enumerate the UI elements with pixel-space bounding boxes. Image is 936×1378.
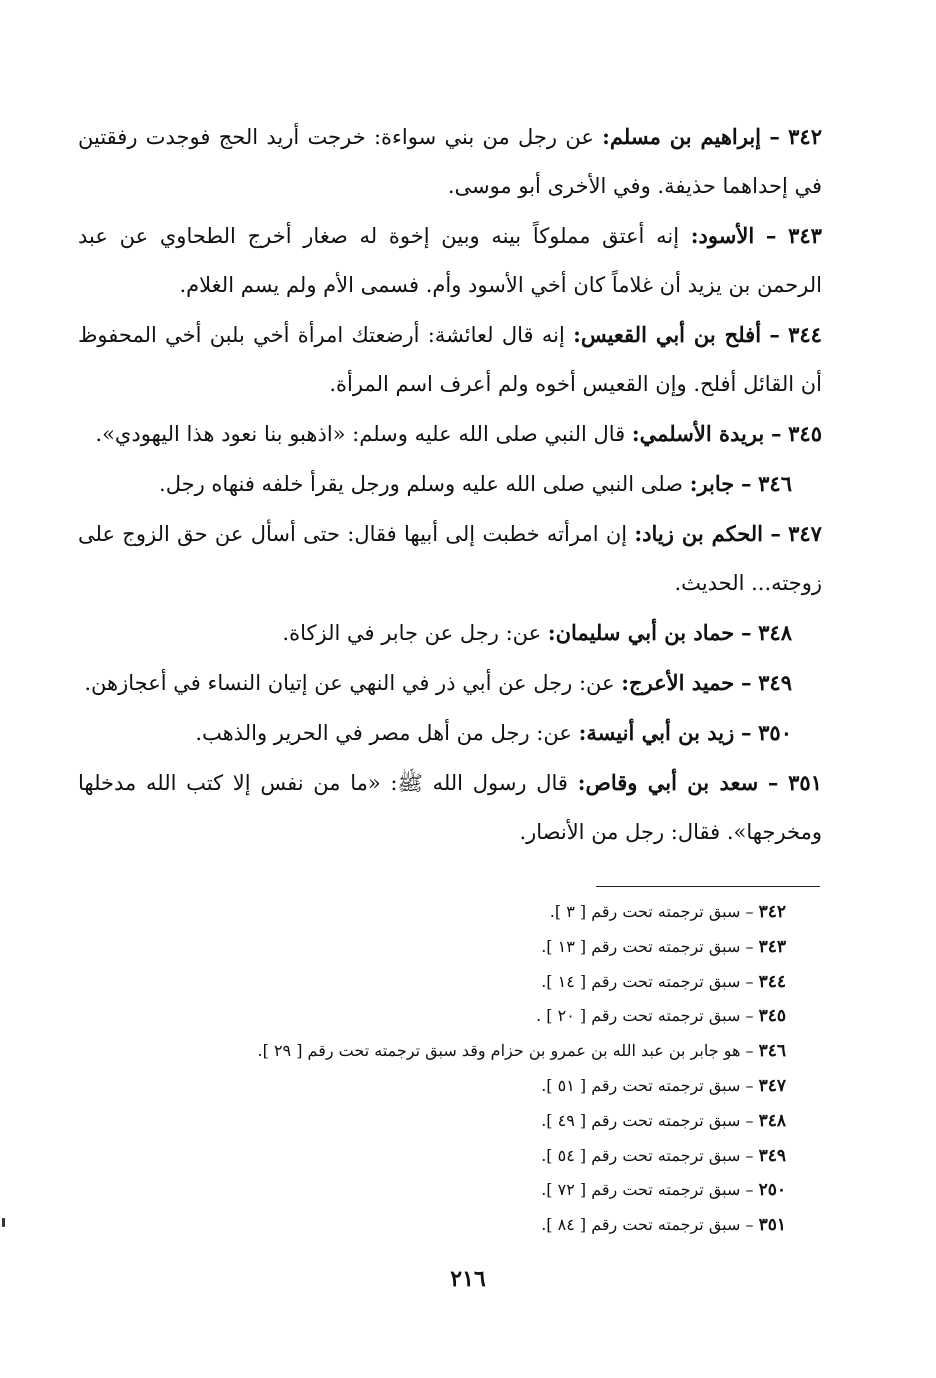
entry-dash: – <box>769 124 780 149</box>
entry-dash: – <box>740 670 752 695</box>
entry-dash: – <box>765 223 777 248</box>
footnote-number: ٣٤٤ <box>758 971 786 992</box>
entry-name: جابر: <box>689 471 735 496</box>
footnotes-list <box>86 895 786 1243</box>
entry-name: زيد بن أبي أنيسة: <box>578 720 735 745</box>
entry-number: ٣٥١ <box>788 770 822 795</box>
entry-text: عن: رجل من أهل مصر في الحرير والذهب. <box>195 721 572 745</box>
entries-list <box>78 112 822 857</box>
footnote-number: ٣٤٣ <box>758 936 786 957</box>
entry-346 <box>78 459 822 509</box>
footnote-text: – سبق ترجمته تحت رقم [ ٤٩ ]. <box>541 1110 754 1130</box>
entry-number: ٣٤٥ <box>788 421 822 446</box>
entry-text: صلى النبي صلى الله عليه وسلم ورجل يقرأ خلفه فنهاه رجل. <box>159 472 684 496</box>
entry-348 <box>78 608 822 658</box>
footnote-number: ٣٤٥ <box>758 1006 786 1027</box>
footnote-342 <box>86 895 786 930</box>
footnote-text: – سبق ترجمته تحت رقم [ ٥١ ]. <box>541 1075 754 1095</box>
footnote-text: – هو جابر بن عبد الله بن عمرو بن حزام وقد سبق ترجمته تحت رقم [ ٢٩ ]. <box>257 1041 754 1061</box>
entry-dash: – <box>740 620 752 645</box>
footnote-text: – سبق ترجمته تحت رقم [ ٨٤ ]. <box>541 1215 754 1235</box>
footnote-number: ٣٤٩ <box>758 1145 786 1166</box>
entry-dash: – <box>770 421 782 446</box>
footnote-text: – سبق ترجمته تحت رقم [ ٣ ]. <box>549 902 754 921</box>
entry-name: حماد بن أبي سليمان: <box>547 620 735 645</box>
footnote-number: ٢٥٠ <box>758 1180 786 1201</box>
entry-347 <box>78 509 822 608</box>
entry-dash: – <box>770 521 781 546</box>
entry-text: قال النبي صلى الله عليه وسلم: «اذهبو بنا نعود هذا اليهودي». <box>95 422 626 446</box>
entry-344 <box>78 310 822 409</box>
entry-name: أفلح بن أبي القعيس: <box>573 322 762 347</box>
entry-name: بريدة الأسلمي: <box>631 421 765 446</box>
entry-345 <box>78 409 822 459</box>
entry-351 <box>78 758 822 857</box>
footnote-number: ٣٤٢ <box>758 902 786 922</box>
footnote-text: – سبق ترجمته تحت رقم [ ١٣ ]. <box>541 936 754 956</box>
entry-name: الحكم بن زياد: <box>634 521 763 546</box>
footnote-text: – سبق ترجمته تحت رقم [ ٥٤ ]. <box>541 1145 754 1165</box>
footnote-text: – سبق ترجمته تحت رقم [ ٧٢ ]. <box>541 1180 754 1200</box>
footnote-349 <box>86 1139 786 1174</box>
entry-number: ٣٤٤ <box>788 322 822 347</box>
entry-number: ٣٤٧ <box>788 521 822 546</box>
entry-343 <box>78 211 822 310</box>
entry-name: سعد بن أبي وقاص: <box>577 770 759 795</box>
footnote-346 <box>86 1034 786 1069</box>
entry-349 <box>78 658 822 708</box>
footnote-351 <box>86 1208 786 1243</box>
footnote-number: ٣٤٨ <box>758 1110 786 1131</box>
entry-number: ٣٤٨ <box>758 620 792 645</box>
entry-text: عن: رجل عن جابر في الزكاة. <box>282 621 542 645</box>
entry-dash: – <box>769 322 780 347</box>
entry-dash: – <box>767 770 779 795</box>
entry-350 <box>78 708 822 758</box>
footnote-divider <box>596 886 820 887</box>
entry-number: ٣٥٠ <box>758 720 792 745</box>
footnote-347 <box>86 1069 786 1104</box>
entry-text: عن رجل من بني سواءة: خرجت أريد الحج فوجدت رفقتين في إحداهما حذيفة. وفي الأخرى أبو موسى. <box>78 125 822 198</box>
entry-text: إنه قال لعائشة: أرضعتك امرأة أخي بلبن أخي المحفوظ أن القائل أفلح. وإن القعيس أخوه ولم أعرف اسم المرأة. <box>78 323 822 396</box>
footnote-348 <box>86 1104 786 1139</box>
entry-342 <box>78 112 822 211</box>
page-number: ٢١٦ <box>450 1266 486 1292</box>
entry-number: ٣٤٢ <box>788 124 822 149</box>
footnote-344 <box>86 965 786 1000</box>
footnote-345 <box>86 999 786 1034</box>
entry-name: إبراهيم بن مسلم: <box>602 124 762 149</box>
entry-dash: – <box>740 720 752 745</box>
footnote-number: ٣٥١ <box>758 1215 786 1236</box>
entry-number: ٣٤٩ <box>758 670 792 695</box>
entry-number: ٣٤٣ <box>788 223 822 248</box>
footnote-text: – سبق ترجمته تحت رقم [ ١٤ ]. <box>541 971 754 991</box>
footnote-343 <box>86 930 786 965</box>
entry-text: قال رسول الله ﷺ: «ما من نفس إلا كتب الله مدخلها ومخرجها». فقال: رجل من الأنصار. <box>78 771 822 844</box>
entry-text: عن: رجل عن أبي ذر في النهي عن إتيان النساء في أعجازهن. <box>84 671 615 695</box>
entry-text: إن امرأته خطبت إلى أبيها فقال: حتى أسأل عن حق الزوج على زوجته... الحديث. <box>78 522 822 595</box>
footnote-350 <box>86 1173 786 1208</box>
entry-name: حميد الأعرج: <box>621 670 735 695</box>
entry-name: الأسود: <box>690 223 755 248</box>
entry-number: ٣٤٦ <box>758 471 792 496</box>
entry-text: إنه أعتق مملوكاً بينه وبين إخوة له صغار أخرج الطحاوي عن عبد الرحمن بن يزيد أن غلاماً كان أخي الأسود وأم. فسمى الأم ولم يسم الغلام. <box>78 224 822 297</box>
footnote-number: ٣٤٧ <box>758 1075 786 1096</box>
scan-mark <box>2 1218 5 1227</box>
footnote-number: ٣٤٦ <box>758 1041 786 1062</box>
footnote-text: – سبق ترجمته تحت رقم [ ٢٠ ] . <box>536 1006 754 1026</box>
entry-dash: – <box>740 471 752 496</box>
